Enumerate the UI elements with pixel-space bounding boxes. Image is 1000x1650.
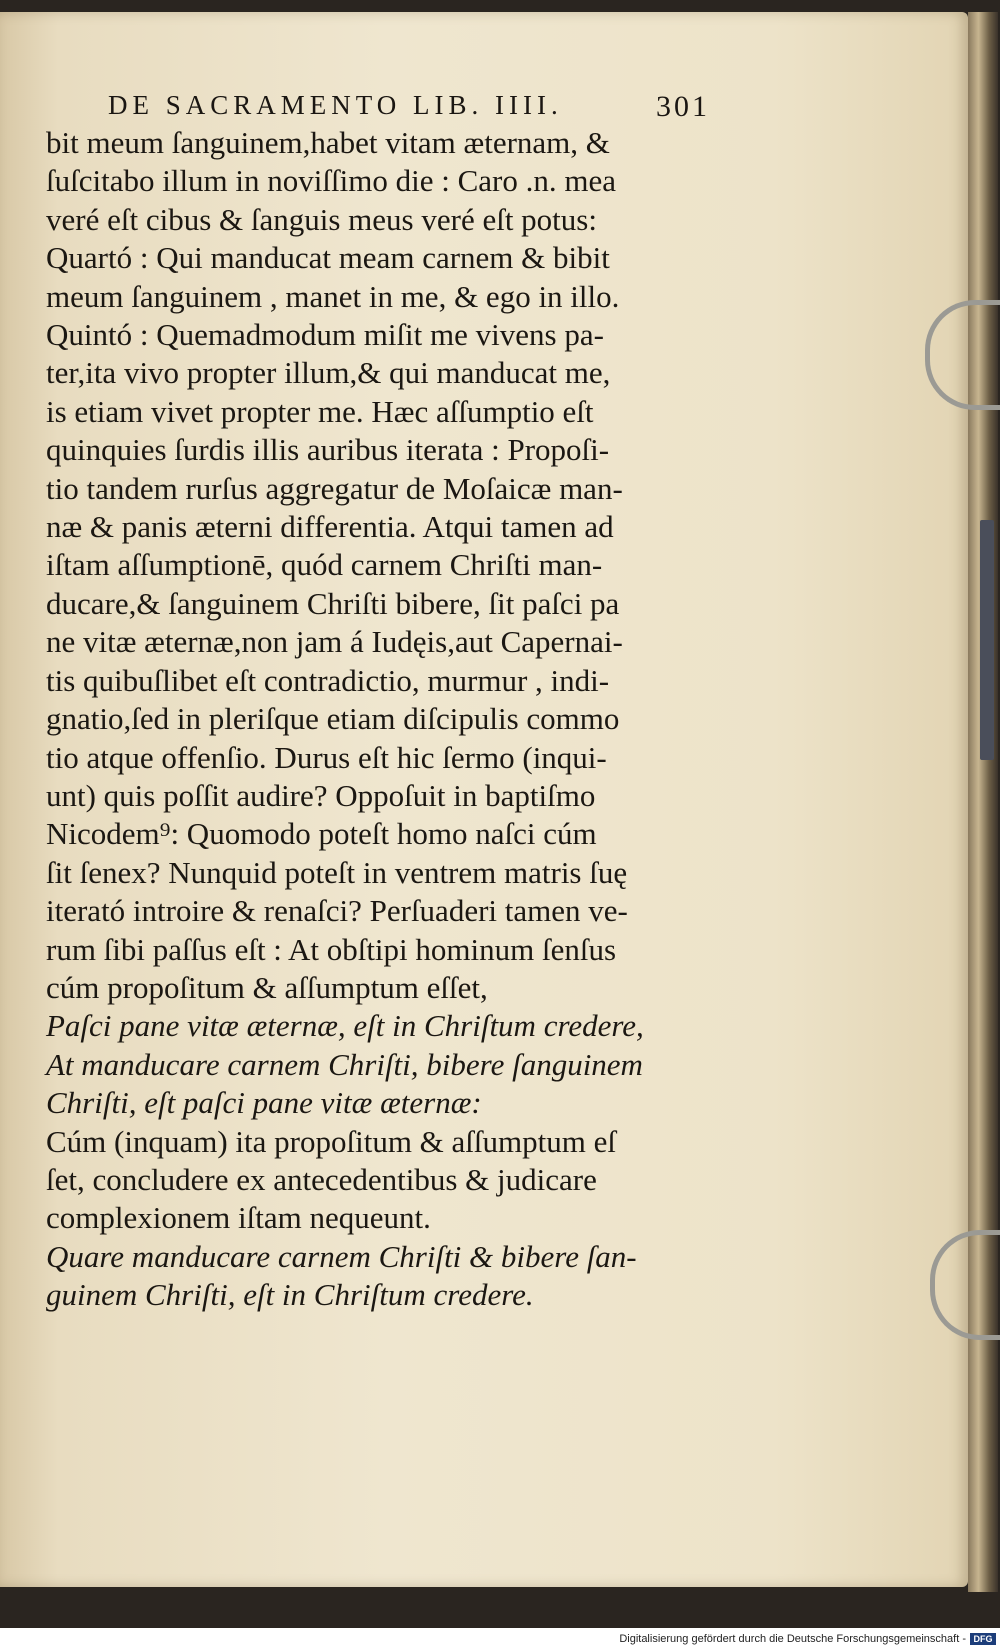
text-line: quinquies ſurdis illis auribus iterata : Propoſi- [46, 432, 610, 468]
text-line: guinem Chriſti, eſt in Chriſtum credere. [46, 1277, 534, 1313]
text-line: iterató introire & renaſci? Perſuaderi tamen ve- [46, 893, 628, 929]
text-line: ſit ſenex? Nunquid poteſt in ventrem matris ſuę [46, 854, 628, 890]
digitization-footer [0, 1628, 1000, 1650]
text-line: unt) quis poſſit audire? Oppoſuit in baptiſmo [46, 777, 596, 813]
running-header [0, 90, 710, 124]
page-number: 301 [656, 90, 710, 123]
text-line: Quartó : Qui manducat meam carnem & bibit [46, 240, 610, 276]
text-line: tio tandem rurſus aggregatur de Moſaicæ man- [46, 470, 623, 506]
text-line: gnatio,ſed in pleriſque etiam diſcipulis commo [46, 701, 620, 737]
bookmark-tab [980, 520, 994, 760]
page-edge [968, 12, 998, 1592]
text-line: Nicodem⁹: Quomodo poteſt homo naſci cúm [46, 816, 597, 852]
text-line: cúm propoſitum & aſſumptum eſſet, [46, 969, 488, 1005]
footer-credit: Digitalisierung gefördert durch die Deutsche Forschungsgemeinschaft - [619, 1633, 966, 1645]
text-line: Cúm (inquam) ita propoſitum & aſſumptum eſ [46, 1123, 616, 1159]
text-line: veré eſt cibus & ſanguis meus veré eſt potus: [46, 201, 597, 237]
text-line: complexionem iſtam nequeunt. [46, 1200, 431, 1236]
text-line: Chriſti, eſt paſci pane vitæ æternæ: [46, 1085, 482, 1121]
text-line: ſet, concludere ex antecedentibus & judicare [46, 1161, 597, 1197]
text-line: ſuſcitabo illum in noviſſimo die : Caro .n. mea [46, 163, 616, 199]
text-line: iſtam aſſumptionē, quód carnem Chriſti man- [46, 547, 603, 583]
text-line: rum ſibi paſſus eſt : At obſtipi hominum ſenſus [46, 931, 617, 967]
running-title: DE SACRAMENTO LIB. IIII. [108, 90, 563, 120]
text-line: tio atque offenſio. Durus eſt hic ſermo (inqui- [46, 739, 607, 775]
text-line: tis quibuſlibet eſt contradictio, murmur , indi- [46, 662, 610, 698]
text-line: bit meum ſanguinem,habet vitam æternam, & [46, 125, 610, 160]
text-line: Quare manducare carnem Chriſti & bibere ſan- [46, 1238, 637, 1274]
text-line: ne vitæ æternæ,non jam á Iudęis,aut Capernai- [46, 624, 623, 660]
text-line: At manducare carnem Chriſti, bibere ſanguinem [46, 1046, 643, 1082]
text-line: næ & panis æterni differentia. Atqui tamen ad [46, 509, 614, 545]
text-line: ter,ita vivo propter illum,& qui manducat me, [46, 355, 611, 391]
dfg-logo: DFG [970, 1633, 996, 1645]
text-line: is etiam vivet propter me. Hæc aſſumptio eſt [46, 393, 594, 429]
body-text [46, 124, 726, 1315]
text-line: ducare,& ſanguinem Chriſti bibere, ſit paſci pa [46, 585, 620, 621]
text-line: meum ſanguinem , manet in me, & ego in illo. [46, 278, 620, 314]
text-line: Paſci pane vitæ æternæ, eſt in Chriſtum credere, [46, 1008, 644, 1044]
text-line: Quintó : Quemadmodum miſit me vivens pa- [46, 317, 604, 353]
